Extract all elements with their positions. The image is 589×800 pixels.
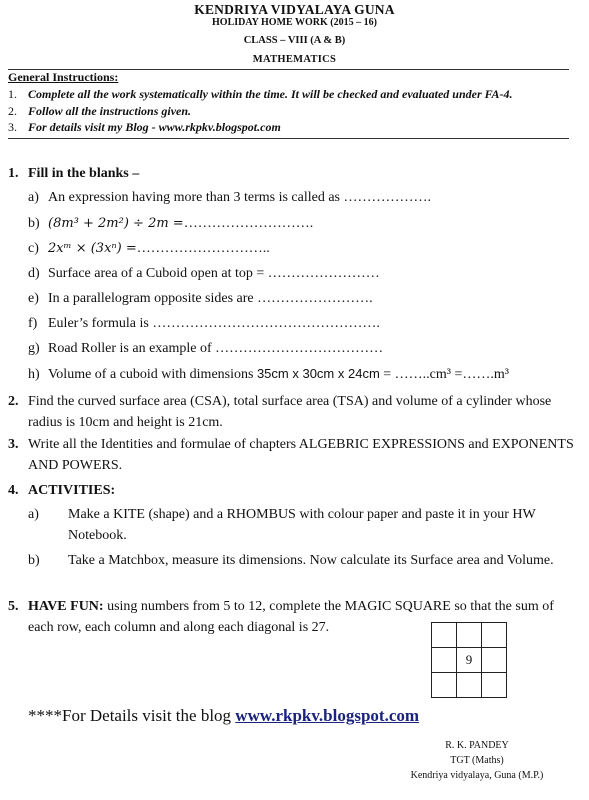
magic-square (431, 622, 507, 698)
q1-item-d: d) Surface area of a Cuboid open at top = …………………… (28, 266, 380, 281)
question-4: 4. ACTIVITIES: (8, 483, 116, 498)
q1-item-a: a) An expression having more than 3 terms is called as ………………. (28, 190, 431, 205)
instructions-title: General Instructions: (8, 70, 119, 84)
magic-cell (432, 648, 457, 673)
q1-item-f: f) Euler’s formula is …………………………………………. (28, 316, 380, 331)
magic-cell (432, 673, 457, 698)
magic-cell (432, 623, 457, 648)
magic-cell (482, 648, 507, 673)
homework-title: HOLIDAY HOME WORK (2015 – 16) (212, 17, 377, 28)
magic-cell (457, 623, 482, 648)
magic-cell (457, 673, 482, 698)
instruction-item: 3. For details visit my Blog - www.rkpkv.blogspot.com (8, 120, 281, 134)
q1-item-h: h) Volume of a cuboid with dimensions 35cm x 30cm x 24cm = ……..cm³ =…….m³ (28, 366, 509, 382)
blog-link[interactable]: www.rkpkv.blogspot.com (235, 706, 420, 725)
signature-title: TGT (Maths) (450, 755, 504, 766)
instruction-item: 2. Follow all the instructions given. (8, 104, 192, 118)
instruction-item: 1. Complete all the work systematically within the time. It will be checked and evaluated under FA-4. (8, 87, 513, 101)
q1-item-b: b) (8m³ + 2m²) ÷ 2m =………………………. (28, 216, 314, 231)
q1-item-e: e) In a parallelogram opposite sides are ……………………. (28, 291, 373, 306)
q1-item-c: c) 2xᵐ × (3xⁿ) =……………………….. (28, 241, 270, 256)
q1-item-g: g) Road Roller is an example of ……………………………… (28, 341, 384, 356)
signature-org: Kendriya vidyalaya, Guna (M.P.) (410, 770, 544, 781)
q4-activity-a: a) Make a KITE (shape) and a RHOMBUS with colour paper and paste it in your HW Notebook. (28, 507, 536, 543)
question-3: 3. Write all the Identities and formulae of chapters ALGEBRIC EXPRESSIONS and EXPONENTS AND POWERS. (8, 437, 574, 473)
blog-line: ****For Details visit the blog www.rkpkv.blogspot.com (28, 706, 420, 725)
subject-title: MATHEMATICS (252, 54, 337, 65)
q4-activity-b: b) Take a Matchbox, measure its dimensions. Now calculate its Surface area and Volume. (28, 553, 554, 568)
instructions-divider (8, 138, 569, 139)
magic-cell (482, 673, 507, 698)
magic-cell (482, 623, 507, 648)
question-1: 1. Fill in the blanks – (8, 166, 140, 181)
class-title: CLASS – VIII (A & B) (243, 35, 346, 46)
school-name: KENDRIYA VIDYALAYA GUNA (194, 2, 395, 17)
signature-name: R. K. PANDEY (445, 740, 509, 751)
question-5: 5. HAVE FUN: using numbers from 5 to 12, complete the MAGIC SQUARE so that the sum of each row, each column and along each diagonal is 27. (8, 599, 554, 635)
question-2: 2. Find the curved surface area (CSA), total surface area (TSA) and volume of a cylinder whose radius is 10cm and height is 21cm. (8, 394, 552, 430)
magic-cell: 9 (457, 648, 482, 673)
